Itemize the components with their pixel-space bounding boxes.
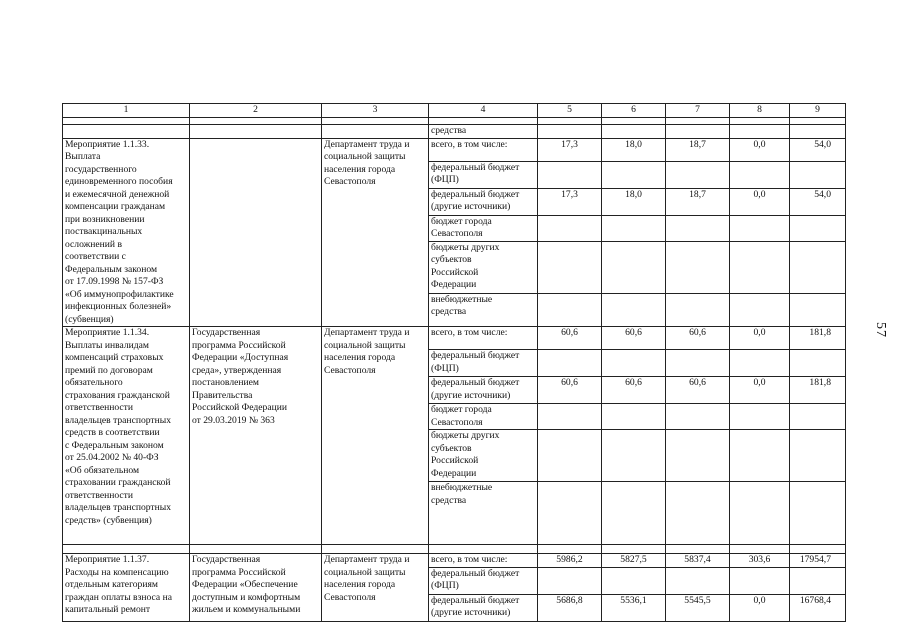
funding-source-cell: федеральный бюджет (другие источники)	[429, 188, 538, 215]
value-cell	[730, 482, 790, 545]
value-cell	[602, 293, 666, 326]
value-cell	[666, 430, 730, 482]
total-cell	[790, 567, 846, 594]
value-cell	[538, 161, 602, 188]
value-cell: 0,0	[730, 138, 790, 161]
value-cell: 17,3	[538, 138, 602, 161]
total-cell: 54,0	[790, 138, 846, 161]
value-cell	[538, 350, 602, 377]
column-number: 3	[322, 104, 429, 118]
executor-cell: Департамент труда и социальной защиты населения города Севастополя	[322, 138, 429, 327]
total-cell	[790, 241, 846, 293]
value-cell: 18,0	[602, 138, 666, 161]
funding-source-cell: федеральный бюджет (другие источники)	[429, 377, 538, 404]
column-number: 4	[429, 104, 538, 118]
value-cell	[602, 215, 666, 241]
funding-source-cell: бюджет города Севастополя	[429, 404, 538, 430]
value-cell	[666, 567, 730, 594]
value-cell	[666, 161, 730, 188]
value-cell: 60,6	[666, 377, 730, 404]
value-cell	[666, 293, 730, 326]
value-cell	[730, 350, 790, 377]
value-cell: 5545,5	[666, 594, 730, 621]
funding-source-cell: федеральный бюджет (ФЦП)	[429, 567, 538, 594]
total-cell	[790, 215, 846, 241]
continuation-row	[63, 125, 846, 139]
value-cell	[602, 161, 666, 188]
value-cell	[730, 241, 790, 293]
total-cell: 54,0	[790, 188, 846, 215]
column-number: 1	[63, 104, 190, 118]
total-cell: 181,8	[790, 327, 846, 350]
value-cell	[666, 350, 730, 377]
value-cell: 0,0	[730, 594, 790, 621]
column-number: 8	[730, 104, 790, 118]
value-cell	[730, 161, 790, 188]
value-cell: 17,3	[538, 188, 602, 215]
total-cell: 181,8	[790, 377, 846, 404]
value-cell	[730, 567, 790, 594]
value-cell	[666, 241, 730, 293]
value-cell	[730, 430, 790, 482]
funding-source-cell: федеральный бюджет (другие источники)	[429, 594, 538, 621]
funding-source-cell: всего, в том числе:	[429, 554, 538, 568]
funding-source-cell: федеральный бюджет (ФЦП)	[429, 161, 538, 188]
funding-source-cell: внебюджетные средства	[429, 482, 538, 545]
table-row	[63, 327, 846, 350]
value-cell	[538, 482, 602, 545]
program-cell: Государственная программа Российской Федерации «Обеспечение доступным и комфортным жильем и коммунальными	[190, 554, 322, 622]
table-row	[63, 554, 846, 568]
value-cell: 60,6	[602, 377, 666, 404]
program-cell: Государственная программа Российской Федерации «Доступная среда», утвержденная постановлением Правительства Российской Федерации от 29.03.2019 № 363	[190, 327, 322, 545]
program-cell	[190, 138, 322, 327]
value-cell	[602, 430, 666, 482]
funding-source-cell: федеральный бюджет (ФЦП)	[429, 350, 538, 377]
column-number: 5	[538, 104, 602, 118]
funding-source-cell: средства	[429, 125, 538, 139]
value-cell: 60,6	[538, 377, 602, 404]
value-cell	[538, 430, 602, 482]
column-number-row	[63, 104, 846, 118]
measure-title-cell: Мероприятие 1.1.33. Выплата государственного единовременного пособия и ежемесячной денежной компенсации гражданам при возникновении поствакцинальных осложнений в соответствии с Федеральным законом от 17.09.1998 № 157-ФЗ «Об иммунопрофилактике инфекционных болезней» (субвенция)	[63, 138, 190, 327]
value-cell	[730, 404, 790, 430]
value-cell: 5827,5	[602, 554, 666, 568]
value-cell: 0,0	[730, 188, 790, 215]
value-cell	[730, 293, 790, 326]
page-number: 57	[873, 322, 888, 338]
value-cell: 60,6	[538, 327, 602, 350]
value-cell: 5686,8	[538, 594, 602, 621]
executor-cell: Департамент труда и социальной защиты населения города Севастополя	[322, 327, 429, 545]
value-cell	[602, 482, 666, 545]
value-cell	[538, 293, 602, 326]
value-cell: 18,7	[666, 138, 730, 161]
value-cell	[538, 404, 602, 430]
total-cell	[790, 293, 846, 326]
column-number: 6	[602, 104, 666, 118]
measure-title-cell: Мероприятие 1.1.34. Выплаты инвалидам компенсаций страховых премий по договорам обязательного страхования гражданской ответственности владельцев транспортных средств в соответствии с Федеральным законом от 25.04.2002 № 40-ФЗ «Об обязательном страховании гражданской ответственности владельцев транспортных средств» (субвенция)	[63, 327, 190, 545]
funding-source-cell: внебюджетные средства	[429, 293, 538, 326]
measure-title-cell: Мероприятие 1.1.37. Расходы на компенсацию отдельным категориям граждан оплаты взноса на капитальный ремонт	[63, 554, 190, 622]
value-cell: 0,0	[730, 327, 790, 350]
funding-source-cell: бюджеты других субъектов Российской Федерации	[429, 241, 538, 293]
funding-source-cell: бюджеты других субъектов Российской Федерации	[429, 430, 538, 482]
total-cell	[790, 350, 846, 377]
value-cell	[602, 404, 666, 430]
spacer-row	[63, 118, 846, 125]
value-cell: 18,7	[666, 188, 730, 215]
total-cell: 16768,4	[790, 594, 846, 621]
value-cell	[602, 567, 666, 594]
value-cell	[538, 567, 602, 594]
value-cell	[666, 215, 730, 241]
total-cell	[790, 482, 846, 545]
value-cell	[538, 241, 602, 293]
column-number: 7	[666, 104, 730, 118]
total-cell: 17954,7	[790, 554, 846, 568]
value-cell: 5536,1	[602, 594, 666, 621]
spacer-row	[63, 545, 846, 554]
funding-source-cell: всего, в том числе:	[429, 138, 538, 161]
value-cell: 18,0	[602, 188, 666, 215]
value-cell	[602, 350, 666, 377]
funding-source-cell: бюджет города Севастополя	[429, 215, 538, 241]
program-table	[62, 103, 846, 622]
value-cell: 60,6	[602, 327, 666, 350]
value-cell: 5837,4	[666, 554, 730, 568]
funding-source-cell: всего, в том числе:	[429, 327, 538, 350]
value-cell	[602, 241, 666, 293]
value-cell	[666, 404, 730, 430]
value-cell: 0,0	[730, 377, 790, 404]
total-cell	[790, 161, 846, 188]
value-cell: 303,6	[730, 554, 790, 568]
value-cell	[730, 215, 790, 241]
value-cell	[538, 215, 602, 241]
value-cell: 5986,2	[538, 554, 602, 568]
total-cell	[790, 430, 846, 482]
executor-cell: Департамент труда и социальной защиты населения города Севастополя	[322, 554, 429, 622]
table-row	[63, 138, 846, 161]
value-cell: 60,6	[666, 327, 730, 350]
column-number: 2	[190, 104, 322, 118]
column-number: 9	[790, 104, 846, 118]
value-cell	[666, 482, 730, 545]
total-cell	[790, 404, 846, 430]
